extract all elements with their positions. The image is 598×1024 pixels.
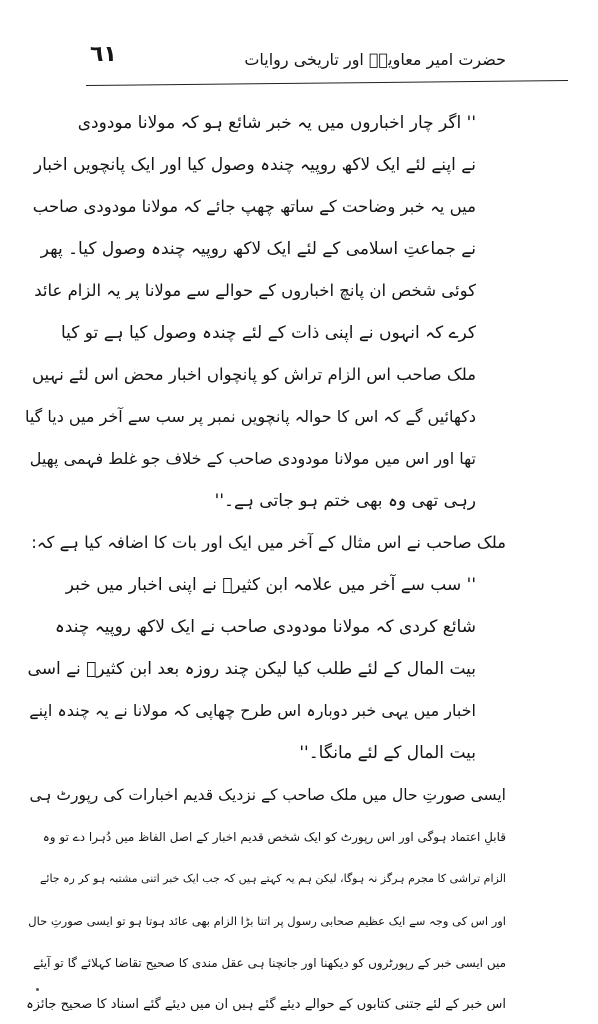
paragraph-line-5: میں ایسی خبر کے رپورٹروں کو دیکھنا اور جانچنا ہی عقل مندی کا صحیح تقاضا کہلائے گا تو آیئے <box>33 956 506 970</box>
quote1-line-7: ملک صاحب اس الزام تراش کو پانچواں اخبار محض اس لئے نہیں <box>32 365 476 384</box>
quote1-line-8: دکھائیں گے کہ اس کا حوالہ پانچویں نمبر پر سب سے آخر میں دیا گیا <box>24 407 476 426</box>
quote1-line-10: رہی تھی وہ بھی ختم ہو جاتی ہے۔'' <box>214 491 476 511</box>
quote2-line-3: بیت المال کے لئے طلب کیا لیکن چند روزہ بعد ابن کثیرؒ نے اسی <box>27 659 476 679</box>
page-speck <box>36 988 39 991</box>
paragraph-line-1: ایسی صورتِ حال میں ملک صاحب کے نزدیک قدیم اخبارات کی رپورٹ ہی <box>29 786 506 804</box>
paragraph-line-2: قابلِ اعتماد ہوگی اور اس رپورٹ کو ایک شخص قدیم اخبار کے اصل الفاظ میں دُہرا دے تو وہ <box>42 830 506 844</box>
quote1-line-6: کرے کہ انہوں نے اپنی ذات کے لئے چندہ وصول کیا ہے تو کیا <box>60 323 476 343</box>
paragraph-line-6: اس خبر کے لئے جتنی کتابوں کے حوالے دیئے گئے ہیں ان میں دیئے گئے اسناد کا صحیح جائزہ <box>26 997 506 1012</box>
paragraph-line-4: اور اس کی وجہ سے ایک عظیم صحابی رسول پر اتنا بڑا الزام بھی عائد ہوتا ہو تو ایسی صورتِ حال <box>28 914 506 928</box>
quote2-line-5: بیت المال کے لئے مانگا۔'' <box>299 743 476 763</box>
quote1-line-1: '' اگر چار اخباروں میں یہ خبر شائع ہو کہ مولانا مودودی <box>77 113 476 133</box>
quote2-line-2: شائع کردی کہ مولانا مودودی صاحب نے ایک لاکھ روپیہ چندہ <box>54 617 476 637</box>
quote1-line-9: تھا اور اس میں مولانا مودودی صاحب کے خلاف جو غلط فہمی پھیل <box>29 449 476 468</box>
quote1-line-2: نے اپنے لئے ایک لاکھ روپیہ چندہ وصول کیا اور ایک پانچویں اخبار <box>33 155 476 175</box>
paragraph-line-3: الزام تراشی کا مجرم ہرگز نہ ہوگا، لیکن ہم یہ کہتے ہیں کہ جب ایک خبر اتنی مشتبہ ہو کر رہ جائے <box>39 872 506 885</box>
running-title: حضرت امیر معاویہؓ اور تاریخی روایات <box>244 50 506 69</box>
quote1-line-5: کوئی شخص ان پانچ اخباروں کے حوالے سے مولانا پر یہ الزام عائد <box>34 281 476 300</box>
quote1-line-3: میں یہ خبر وضاحت کے ساتھ چھپ جائے کہ مولانا مودودی صاحب <box>32 197 476 216</box>
quote2-line-1: '' سب سے آخر میں علامہ ابن کثیرؒ نے اپنی اخبار میں خبر <box>65 575 476 595</box>
quote2-line-4: اخبار میں یہی خبر دوبارہ اس طرح چھاپی کہ مولانا نے یہ چندہ اپنے <box>29 701 476 720</box>
page-number: ٦١ <box>90 42 117 67</box>
header-rule <box>86 80 568 86</box>
bridge-line: ملک صاحب نے اس مثال کے آخر میں ایک اور بات کا اضافہ کیا ہے کہ: <box>31 533 506 552</box>
quote1-line-4: نے جماعتِ اسلامی کے لئے ایک لاکھ روپیہ چندہ وصول کیا۔ پھر <box>40 239 476 259</box>
